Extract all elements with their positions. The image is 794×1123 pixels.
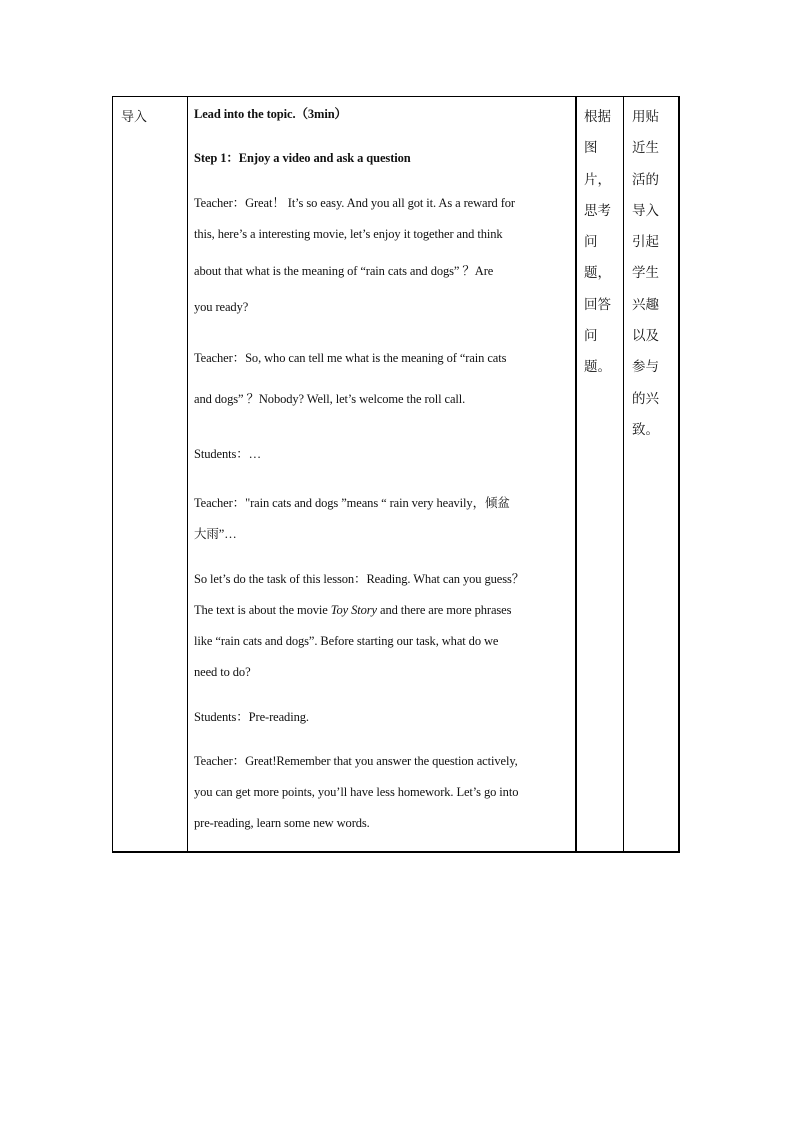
paragraph-line: like “rain cats and dogs”. Before starting our task, what do we	[194, 634, 499, 648]
student-activity-text: 根据图片，思考问题，回答问题。	[584, 109, 611, 376]
stage-label: 导入	[121, 110, 148, 125]
paragraph-line: Students：…	[194, 447, 262, 461]
paragraph-line: Teacher：Great！ It’s so easy. And you all got it. As a reward for	[194, 196, 515, 210]
paragraph-line: Students：Pre-reading.	[194, 710, 309, 724]
step-heading: Step 1：Enjoy a video and ask a question	[194, 151, 411, 165]
paragraph-line: about that what is the meaning of “rain cats and dogs” ？Are	[194, 264, 494, 278]
paragraph-line: and dogs” ？Nobody? Well, let’s welcome the roll call.	[194, 392, 466, 406]
paragraph-text: and there are more phrases	[376, 603, 512, 617]
design-intent-text: 用贴近生活的导入引起学生兴趣以及参与的兴致。	[632, 109, 659, 438]
paragraph-line: So let’s do the task of this lesson：Reading. What can you guess？	[194, 572, 525, 586]
paragraph-line: Teacher：Great!Remember that you answer the question actively,	[194, 754, 518, 768]
lesson-plan-table	[112, 96, 680, 853]
paragraph-line: this, here’s a interesting movie, let’s enjoy it together and think	[194, 227, 503, 241]
paragraph-line: Teacher："rain cats and dogs ”means “ rain very heavily，倾盆	[194, 496, 510, 510]
teaching-process-column	[188, 97, 576, 851]
paragraph-line	[194, 595, 568, 626]
design-intent-column	[624, 97, 679, 851]
paragraph-line: 大雨”…	[194, 527, 237, 541]
paragraph-line: need to do?	[194, 665, 251, 679]
student-activity-column	[576, 97, 624, 851]
stage-column	[113, 97, 188, 851]
paragraph-line: pre-reading, learn some new words.	[194, 816, 370, 830]
paragraph-line: you can get more points, you’ll have less homework. Let’s go into	[194, 785, 519, 799]
paragraph-line: Teacher：So, who can tell me what is the meaning of “rain cats	[194, 351, 507, 365]
paragraph-line: you ready?	[194, 300, 249, 314]
movie-title: Toy Story	[330, 603, 377, 617]
paragraph-text: The text is about the movie	[194, 603, 331, 617]
section-heading: Lead into the topic.（3min）	[194, 107, 347, 121]
